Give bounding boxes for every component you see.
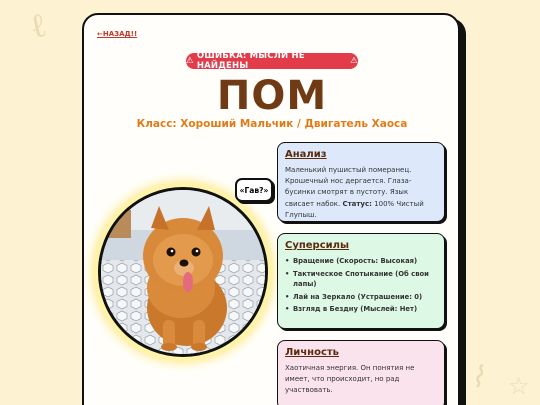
analysis-text: [285, 165, 437, 221]
list-item: • Вращение (Скорость: Высокая): [285, 256, 437, 267]
personality-heading: Личность: [285, 347, 340, 358]
analysis-heading: Анализ: [285, 149, 327, 160]
analysis-description: Маленький пушистый померанец. Крошечный нос дергается. Глаза-бусинки смотрят в пустоту. Язык свисает набок.: [285, 166, 412, 208]
doodle-decoration: ℓ: [26, 4, 51, 48]
personality-text: Хаотичная энергия. Он понятия не имеет, что происходит, но рад участвовать.: [285, 364, 415, 395]
page-title: ПОМ: [216, 73, 328, 119]
analysis-panel: [277, 142, 445, 222]
error-badge-text: ОШИБКА: МЫСЛИ НЕ НАЙДЕНЫ: [196, 51, 305, 71]
personality-panel: [277, 340, 445, 405]
superpowers-panel: [277, 233, 445, 329]
list-item: • Взгляд в Бездну (Мыслей: Нет): [285, 304, 437, 315]
error-badge: [186, 53, 358, 69]
warning-icon: ⚠: [186, 56, 194, 66]
list-item: • Лай на Зеркало (Устрашение: 0): [285, 292, 437, 303]
dog-photo: [98, 187, 268, 357]
status-label: Статус:: [342, 199, 372, 208]
warning-icon: ⚠: [350, 56, 358, 66]
back-link[interactable]: ←НАЗАД!!: [97, 30, 138, 38]
superpowers-heading: Суперсилы: [285, 240, 350, 251]
profile-card: [82, 13, 460, 405]
list-item: • Тактическое Спотыкание (Об свои лапы): [285, 269, 437, 290]
doodle-decoration: ⌇: [467, 358, 491, 397]
speech-bubble: «Гав?»: [235, 178, 273, 202]
doodle-decoration: ☆: [508, 372, 530, 400]
status-value: 100% Чистый Глупыш.: [285, 199, 424, 219]
class-subtitle: Класс: Хороший Мальчик / Двигатель Хаоса: [136, 118, 408, 130]
superpowers-list: [285, 256, 437, 315]
